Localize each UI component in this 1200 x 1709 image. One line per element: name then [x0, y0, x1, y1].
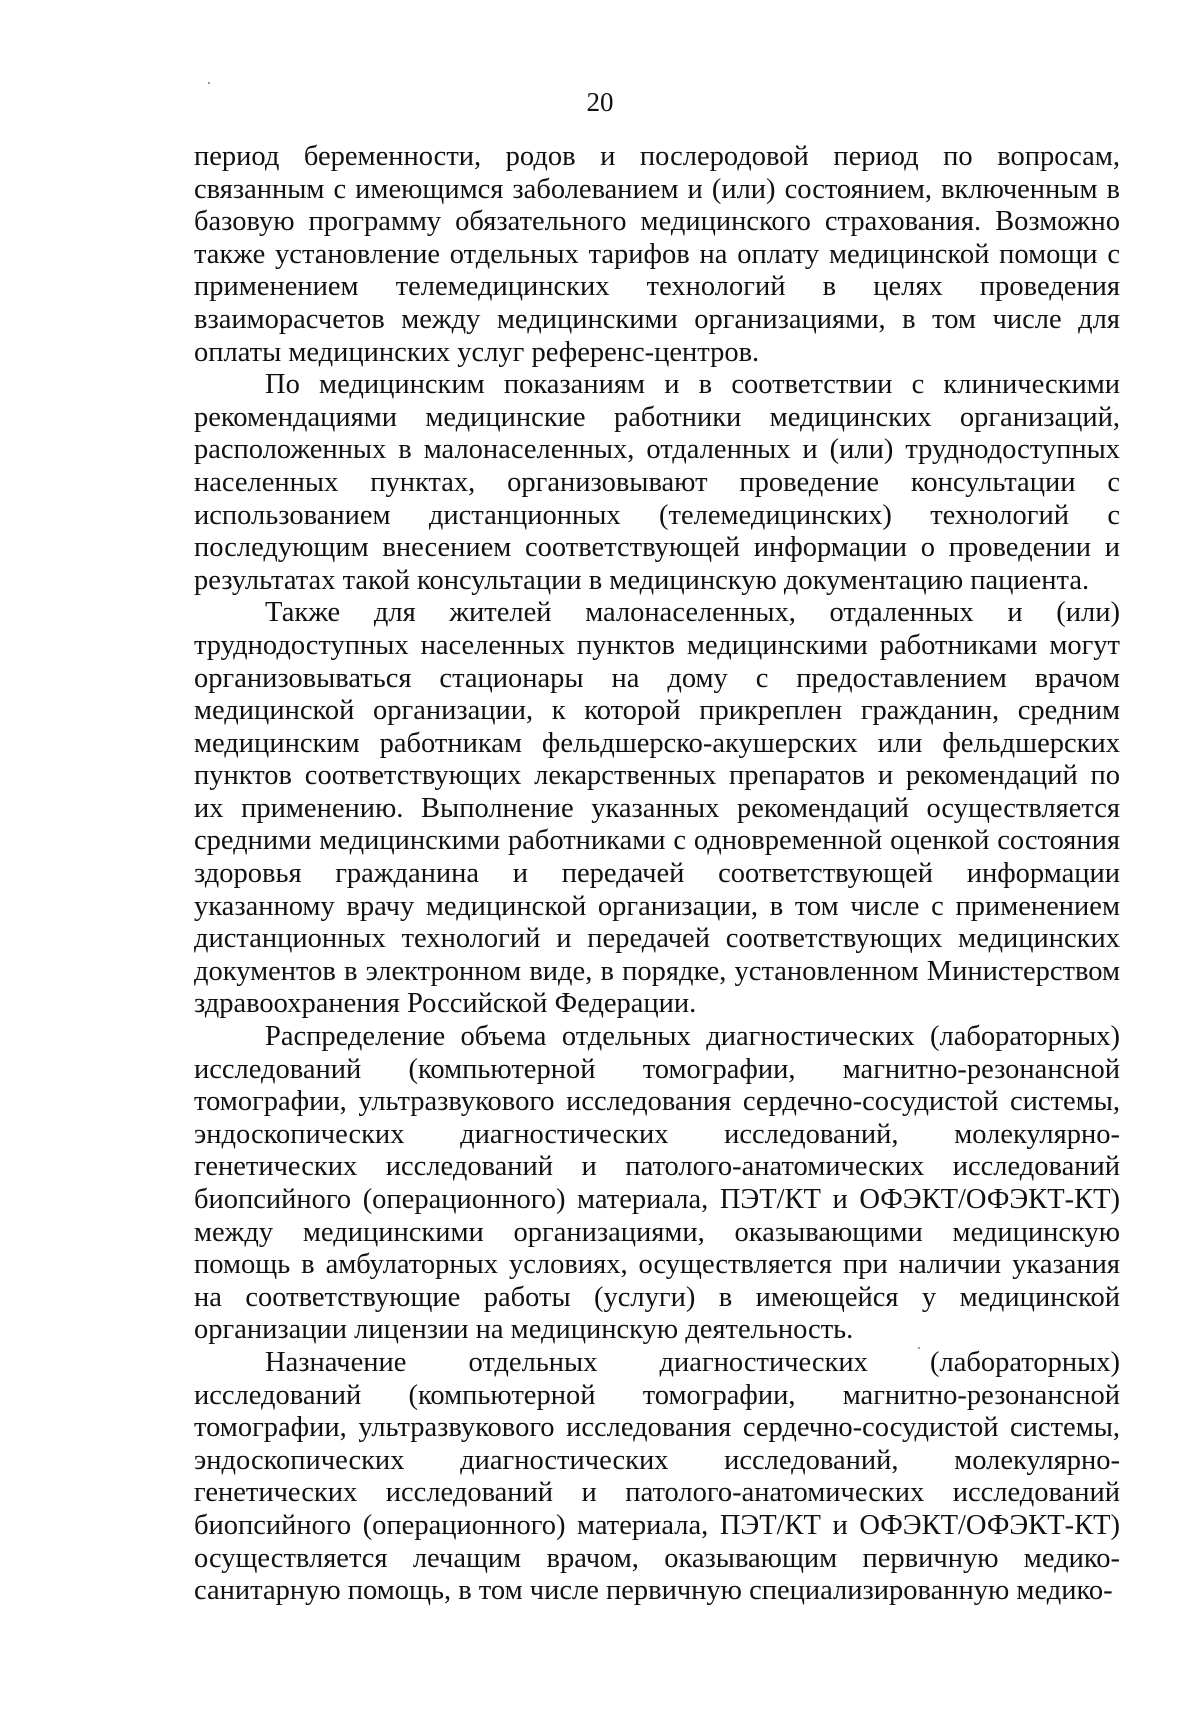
paragraph-4: Распределение объема отдельных диагностических (лабораторных) исследований (компьютерной томографии, магнитно-резонансной томографии, ультразвукового исследования сердечно-сосудистой системы, эндоскопических диагностических исследований, молекулярно-генетических исследований и патолого-анатомических исследований биопсийного (операционного) материала, ПЭТ/КТ и ОФЭКТ/ОФЭКТ-КТ) между медицинскими организациями, оказывающими медицинскую помощь в амбулаторных условиях, осуществляется при наличии указания на соответствующие работы (услуги) в имеющейся у медицинской организации лицензии на медицинскую деятельность.: [194, 1021, 1120, 1346]
paragraph-3: Также для жителей малонаселенных, отдаленных и (или) труднодоступных населенных пунктов медицинскими работниками могут организовываться стационары на дому с предоставлением врачом медицинской организации, к которой прикреплен гражданин, средним медицинским работникам фельдшерско-акушерских или фельдшерских пунктов соответствующих лекарственных препаратов и рекомендаций по их применению. Выполнение указанных рекомендаций осуществляется средними медицинскими работниками с одновременной оценкой состояния здоровья гражданина и передачей соответствующей информации указанному врачу медицинской организации, в том числе с применением дистанционных технологий и передачей соответствующих медицинских документов в электронном виде, в порядке, установленном Министерством здравоохранения Российской Федерации.: [194, 597, 1120, 1020]
document-body: [194, 141, 1120, 1608]
paragraph-5: Назначение отдельных диагностических (лабораторных) исследований (компьютерной томографии, магнитно-резонансной томографии, ультразвукового исследования сердечно-сосудистой системы, эндоскопических диагностических исследований, молекулярно-генетических исследований и патолого-анатомических исследований биопсийного (операционного) материала, ПЭТ/КТ и ОФЭКТ/ОФЭКТ-КТ) осуществляется лечащим врачом, оказывающим первичную медико-санитарную помощь, в том числе первичную специализированную медико-: [194, 1346, 1120, 1607]
paragraph-1: период беременности, родов и послеродовой период по вопросам, связанным с имеющимся заболеванием и (или) состоянием, включенным в базовую программу обязательного медицинского страхования. Возможно также установление отдельных тарифов на оплату медицинской помощи с применением телемедицинских технологий в целях проведения взаиморасчетов между медицинскими организациями, в том числе для оплаты медицинских услуг референс-центров.: [194, 141, 1120, 368]
scan-speck: [208, 82, 210, 84]
paragraph-2: По медицинским показаниям и в соответствии с клиническими рекомендациями медицинские работники медицинских организаций, расположенных в малонаселенных, отдаленных и (или) труднодоступных населенных пунктах, организовывают проведение консультации с использованием дистанционных (телемедицинских) технологий с последующим внесением соответствующей информации о проведении и результатах такой консультации в медицинскую документацию пациента.: [194, 369, 1120, 596]
page-number: 20: [586, 87, 614, 117]
